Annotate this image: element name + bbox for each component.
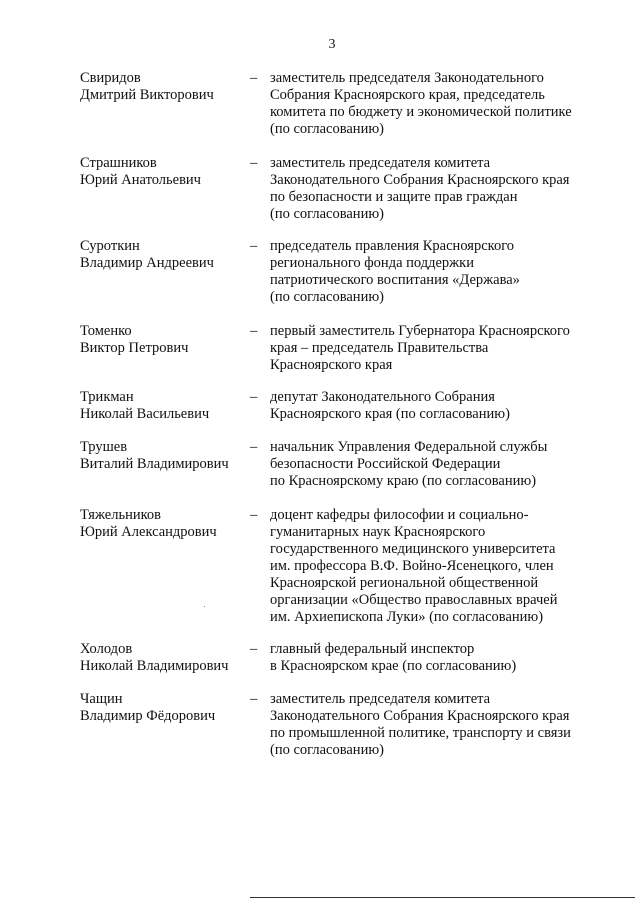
- member-given-name: Виктор Петрович: [80, 340, 189, 356]
- role-line: им. профессора В.Ф. Войно-Ясенецкого, член: [270, 558, 554, 574]
- role-line: государственного медицинского университета: [270, 541, 556, 557]
- role-line: Красноярского края (по согласованию): [270, 406, 510, 422]
- member-surname: Томенко: [80, 323, 132, 339]
- member-role: [270, 439, 610, 490]
- member-given-name: Николай Васильевич: [80, 406, 210, 422]
- member-surname: Холодов: [80, 641, 133, 657]
- role-line: организации «Общество православных врачей: [270, 592, 558, 608]
- member-surname: Трушев: [80, 439, 128, 455]
- member-given-name: Юрий Александрович: [80, 524, 217, 540]
- role-line: гуманитарных наук Красноярского: [270, 524, 486, 540]
- scan-speck: [204, 606, 205, 607]
- role-line: Красноярского края: [270, 357, 393, 373]
- member-surname: Трикман: [80, 389, 134, 405]
- member-name: [80, 155, 245, 189]
- member-role: [270, 323, 610, 374]
- member-name: [80, 691, 245, 725]
- role-line: заместитель председателя комитета: [270, 155, 491, 171]
- separator-dash: –: [250, 389, 258, 405]
- role-line: края – председатель Правительства: [270, 340, 489, 356]
- role-line: по промышленной политике, транспорту и связи: [270, 725, 571, 741]
- role-line: регионального фонда поддержки: [270, 255, 474, 271]
- role-line: Собрания Красноярского края, председатель: [270, 87, 545, 103]
- footer-rule: [250, 897, 635, 898]
- role-line: депутат Законодательного Собрания: [270, 389, 495, 405]
- member-role: [270, 70, 610, 138]
- member-surname: Свиридов: [80, 70, 141, 86]
- member-surname: Тяжельников: [80, 507, 162, 523]
- member-given-name: Владимир Фёдорович: [80, 708, 216, 724]
- role-line: по безопасности и защите прав граждан: [270, 189, 518, 205]
- separator-dash: –: [250, 323, 258, 339]
- member-name: [80, 238, 245, 272]
- member-given-name: Дмитрий Викторович: [80, 87, 214, 103]
- member-role: [270, 691, 610, 759]
- separator-dash: –: [250, 507, 258, 523]
- role-line: (по согласованию): [270, 121, 384, 137]
- role-line: (по согласованию): [270, 206, 384, 222]
- role-line: (по согласованию): [270, 742, 384, 758]
- role-line: безопасности Российской Федерации: [270, 456, 501, 472]
- page-number: 3: [328, 37, 336, 52]
- member-role: [270, 238, 610, 306]
- member-name: [80, 439, 245, 473]
- member-role: [270, 507, 610, 626]
- role-line: в Красноярском крае (по согласованию): [270, 658, 517, 674]
- role-line: заместитель председателя комитета: [270, 691, 491, 707]
- member-given-name: Юрий Анатольевич: [80, 172, 201, 188]
- role-line: по Красноярскому краю (по согласованию): [270, 473, 537, 489]
- role-line: Законодательного Собрания Красноярского края: [270, 708, 570, 724]
- member-name: [80, 641, 245, 675]
- member-surname: Страшников: [80, 155, 157, 171]
- member-surname: Суроткин: [80, 238, 140, 254]
- role-line: Красноярской региональной общественной: [270, 575, 539, 591]
- role-line: комитета по бюджету и экономической политике: [270, 104, 572, 120]
- separator-dash: –: [250, 691, 258, 707]
- separator-dash: –: [250, 439, 258, 455]
- role-line: начальник Управления Федеральной службы: [270, 439, 548, 455]
- role-line: главный федеральный инспектор: [270, 641, 475, 657]
- member-name: [80, 389, 245, 423]
- role-line: патриотического воспитания «Держава»: [270, 272, 520, 288]
- member-name: [80, 323, 245, 357]
- separator-dash: –: [250, 641, 258, 657]
- member-role: [270, 641, 610, 675]
- separator-dash: –: [250, 238, 258, 254]
- member-role: [270, 155, 610, 223]
- member-name: [80, 70, 245, 104]
- member-role: [270, 389, 610, 423]
- member-given-name: Владимир Андреевич: [80, 255, 214, 271]
- member-name: [80, 507, 245, 541]
- role-line: доцент кафедры философии и социально-: [270, 507, 529, 523]
- role-line: председатель правления Красноярского: [270, 238, 515, 254]
- role-line: первый заместитель Губернатора Красноярского: [270, 323, 570, 339]
- separator-dash: –: [250, 155, 258, 171]
- member-surname: Чащин: [80, 691, 123, 707]
- role-line: Законодательного Собрания Красноярского края: [270, 172, 570, 188]
- role-line: (по согласованию): [270, 289, 384, 305]
- separator-dash: –: [250, 70, 258, 86]
- role-line: заместитель председателя Законодательного: [270, 70, 544, 86]
- member-given-name: Николай Владимирович: [80, 658, 229, 674]
- role-line: им. Архиепископа Луки» (по согласованию): [270, 609, 544, 625]
- member-given-name: Виталий Владимирович: [80, 456, 229, 472]
